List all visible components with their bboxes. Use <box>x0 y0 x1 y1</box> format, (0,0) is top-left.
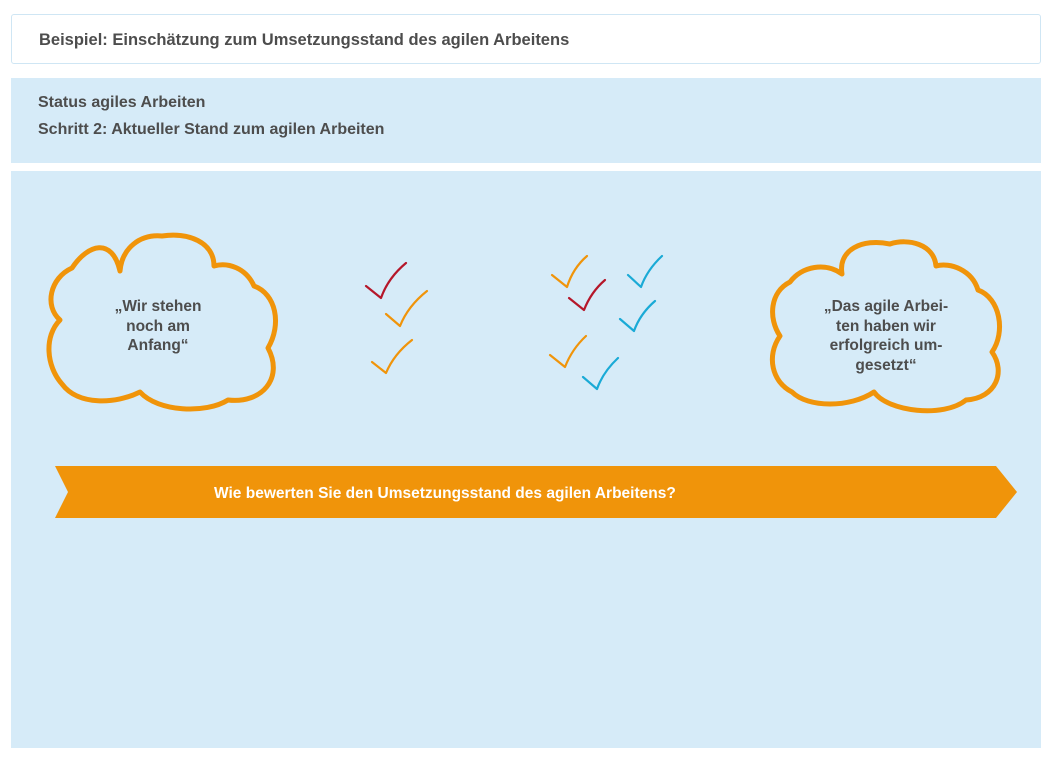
checkmark-red-2 <box>569 280 605 310</box>
right-cloud-line: „Das agile Arbei- <box>823 298 949 315</box>
checkmark-orange-2 <box>372 340 412 373</box>
section-title: Status agiles Arbeiten <box>38 94 206 111</box>
right-cloud-line: ten haben wir <box>836 317 936 335</box>
left-cloud-text <box>72 297 244 356</box>
page-title: Beispiel: Einschätzung zum Umsetzungsstand des agilen Arbeitens <box>39 31 570 49</box>
step-title: Schritt 2: Aktueller Stand zum agilen Arbeiten <box>38 121 385 138</box>
right-cloud-line: gesetzt“ <box>855 356 917 374</box>
checkmark-blue-1 <box>628 256 662 287</box>
right-cloud-line: erfolgreich um- <box>829 337 943 354</box>
right-cloud-text <box>796 297 976 375</box>
left-cloud-line: Anfang“ <box>127 337 189 354</box>
checkmark-orange-4 <box>550 336 586 367</box>
checkmark-orange-1 <box>386 291 427 326</box>
checkmark-orange-3 <box>552 256 587 287</box>
checkmark-red-1 <box>366 263 406 298</box>
left-cloud-line: noch am <box>126 317 190 335</box>
checkmark-blue-2 <box>620 301 655 331</box>
left-cloud-line: „Wir stehen <box>114 298 202 315</box>
checkmark-blue-3 <box>583 358 618 389</box>
arrow-label: Wie bewerten Sie den Umsetzungsstand des agilen Arbeitens? <box>214 485 676 502</box>
